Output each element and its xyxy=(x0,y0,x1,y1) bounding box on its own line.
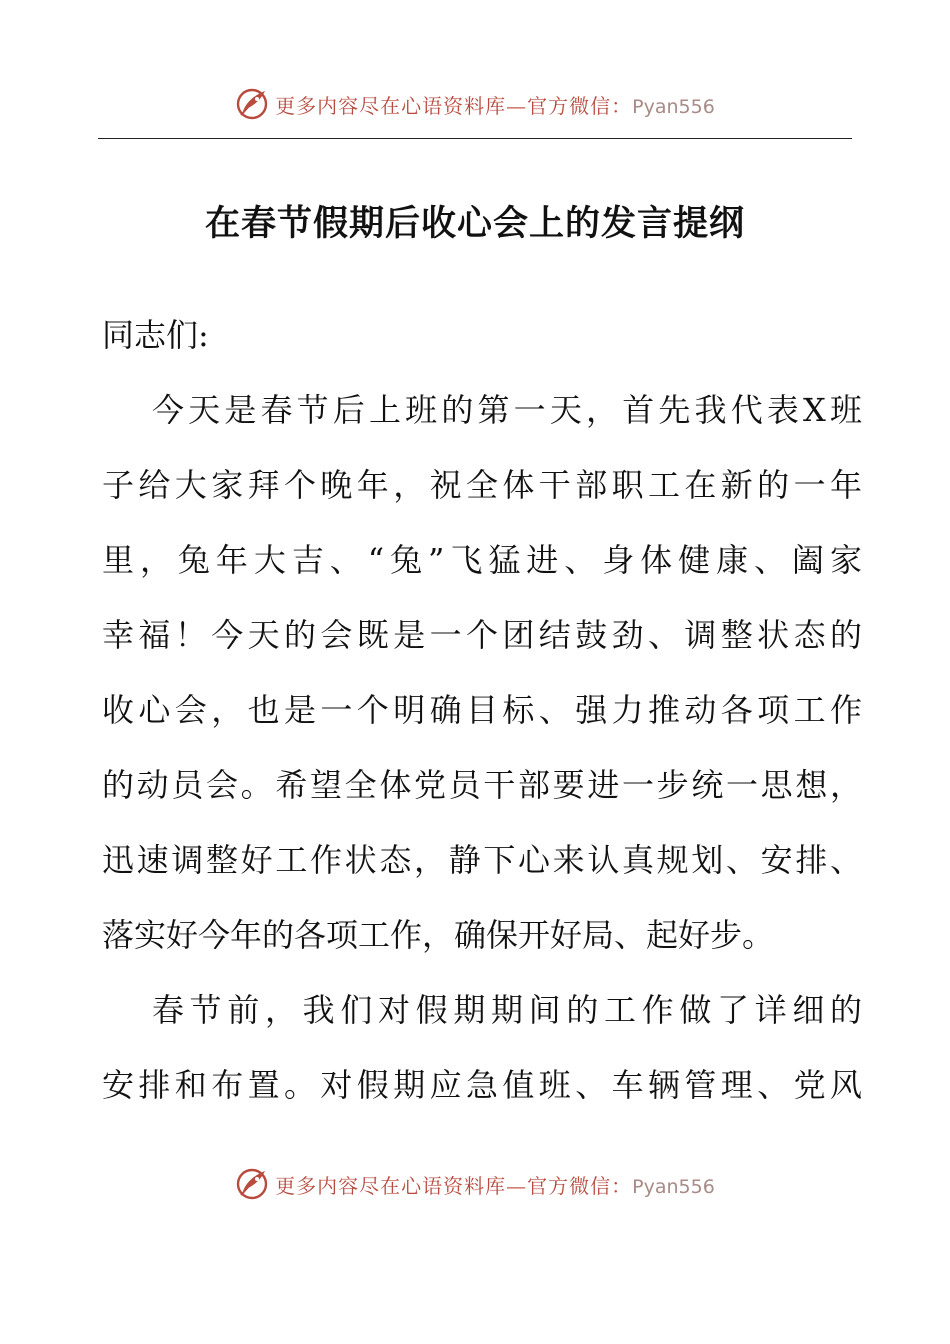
brand-dash: — xyxy=(506,93,528,118)
wechat-label: 官方微信： xyxy=(527,93,633,118)
paragraph-line: 的动员会。希望全体党员干部要进一步统一思想， xyxy=(102,766,862,804)
footer-watermark xyxy=(0,1164,950,1204)
wechat-id: Pyan556 xyxy=(632,1175,715,1198)
paragraph-line: 落实好今年的各项工作，确保开好局、起好步。 xyxy=(102,916,775,954)
header-watermark xyxy=(0,84,950,124)
document-title: 在春节假期后收心会上的发言提纲 xyxy=(204,203,745,244)
salutation: 同志们: xyxy=(102,316,209,354)
quill-circle-logo-icon xyxy=(235,87,269,121)
header-divider xyxy=(98,138,852,139)
paragraph-line: 幸福！今天的会既是一个团结鼓劲、调整状态的 xyxy=(102,616,862,654)
paragraph-line: 子给大家拜个晚年，祝全体干部职工在新的一年 xyxy=(102,466,862,504)
paragraph-line: 今天是春节后上班的第一天，首先我代表X班 xyxy=(152,391,862,429)
paragraph-line: 里，兔年大吉、“兔”飞猛进、身体健康、阖家 xyxy=(102,541,862,579)
paragraph-line: 收心会，也是一个明确目标、强力推动各项工作 xyxy=(102,691,862,729)
quill-circle-logo-icon xyxy=(235,1167,269,1201)
brand-text: 更多内容尽在心语资料库 xyxy=(275,93,507,118)
document-body xyxy=(102,298,862,1123)
brand-text: 更多内容尽在心语资料库 xyxy=(275,1173,507,1198)
wechat-label: 官方微信： xyxy=(527,1173,633,1198)
paragraph-line: 春节前，我们对假期期间的工作做了详细的 xyxy=(152,991,862,1029)
brand-dash: — xyxy=(506,1173,528,1198)
paragraph-line: 迅速调整好工作状态，静下心来认真规划、安排、 xyxy=(102,841,862,879)
wechat-id: Pyan556 xyxy=(632,95,715,118)
paragraph-line: 安排和布置。对假期应急值班、车辆管理、党风 xyxy=(102,1066,862,1104)
